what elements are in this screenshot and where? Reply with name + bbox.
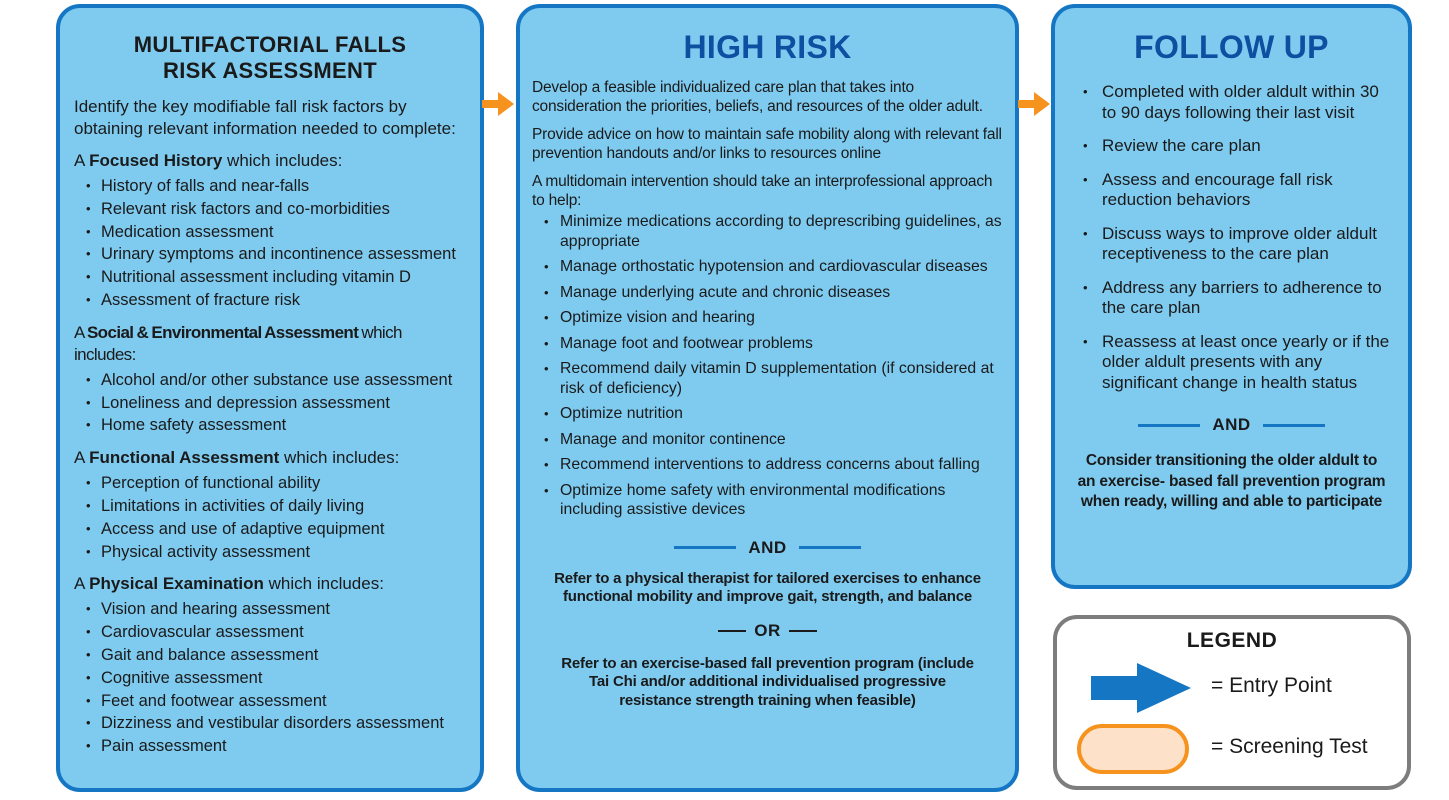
separator-line (718, 630, 746, 632)
list-item: • Reassess at least once yearly or if the older aldult presents with any significant change in health status (1079, 332, 1394, 394)
assessment-section-list (74, 175, 466, 312)
list-item: • Manage and monitor continence (532, 430, 1003, 450)
assessment-section-list (74, 472, 466, 563)
flow-arrow-1-icon (498, 92, 514, 116)
list-item: • Cardiovascular assessment (74, 621, 466, 644)
legend-title: LEGEND (1186, 629, 1278, 652)
list-item: • Manage foot and footwear problems (532, 334, 1003, 354)
separator-line (789, 630, 817, 632)
assessment-section-list (74, 598, 466, 758)
list-item: • Recommend daily vitamin D supplementation (if considered at risk of deficiency) (532, 359, 1003, 398)
assessment-section-heading (74, 150, 466, 172)
list-item: • Optimize home safety with environmental modifications including assistive devices (532, 481, 1003, 520)
list-item: • Discuss ways to improve older aldult receptiveness to the care plan (1079, 224, 1394, 265)
assessment-intro: Identify the key modifiable fall risk factors by obtaining relevant information needed to complete: (74, 97, 456, 138)
section-heading-bold: Functional Assessment (89, 448, 280, 468)
list-item: • Alcohol and/or other substance use assessment (74, 369, 466, 392)
list-item: • Address any barriers to adherence to the care plan (1079, 278, 1394, 319)
list-item: • Nutritional assessment including vitamin D (74, 266, 466, 289)
section-heading-prefix: A (74, 151, 90, 170)
follow-up-title: FOLLOW UP (1134, 29, 1329, 65)
list-item: • Perception of functional ability (74, 472, 466, 495)
high-risk-or-separator (532, 621, 1003, 641)
follow-up-panel (1051, 4, 1412, 589)
assessment-sections (74, 150, 466, 758)
high-risk-and-label: AND (748, 537, 787, 557)
section-heading-suffix: which includes: (263, 574, 384, 594)
list-item: • Access and use of adaptive equipment (74, 518, 466, 541)
high-risk-advice-text: Provide advice on how to maintain safe mobility along with relevant fall prevention handouts and/or links to resources online (532, 126, 1002, 162)
assessment-section-heading (74, 322, 466, 366)
list-item: • Limitations in activities of daily living (74, 495, 466, 518)
list-item: • Completed with older aldult within 30 to 90 days following their last visit (1079, 82, 1394, 123)
separator-line (1263, 424, 1325, 427)
separator-line (1138, 424, 1200, 427)
list-item: • Assessment of fracture risk (74, 289, 466, 312)
follow-up-and-separator (1069, 415, 1394, 435)
follow-up-and-label: AND (1212, 415, 1251, 434)
list-item: • Manage orthostatic hypotension and cardiovascular diseases (532, 257, 1003, 277)
entry-point-arrow-icon (1091, 663, 1193, 713)
list-item: • Cognitive assessment (74, 667, 466, 690)
high-risk-panel (516, 4, 1019, 792)
refer-physical-therapist-text: Refer to a physical therapist for tailored exercises to enhance functional mobility and improve gait, strength, and balance (554, 569, 981, 605)
list-item: • History of falls and near-falls (74, 175, 466, 198)
separator-line (674, 546, 736, 549)
list-item: • Dizziness and vestibular disorders assessment (74, 712, 466, 735)
consider-transition-text: Consider transitioning the older aldult to an exercise- based fall prevention program when ready, willing and able to participate (1077, 452, 1386, 510)
high-risk-or-label: OR (754, 620, 781, 640)
list-item: • Feet and footwear assessment (74, 690, 466, 713)
list-item: • Gait and balance assessment (74, 644, 466, 667)
list-item: • Manage underlying acute and chronic diseases (532, 283, 1003, 303)
refer-exercise-program-text: Refer to an exercise-based fall prevention program (include Tai Chi and/or additional individualised progressive resistance strength training when feasible) (561, 654, 974, 709)
section-heading-bold: Focused History (89, 151, 223, 170)
list-item: • Home safety assessment (74, 414, 466, 437)
list-item: • Pain assessment (74, 735, 466, 758)
high-risk-intervention-list (532, 212, 1003, 520)
screening-test-shape-icon (1077, 724, 1189, 774)
list-item: • Assess and encourage fall risk reduction behaviors (1079, 170, 1394, 211)
list-item: • Recommend interventions to address concerns about falling (532, 455, 1003, 475)
list-item: • Urinary symptoms and incontinence assessment (74, 243, 466, 266)
list-item: • Medication assessment (74, 221, 466, 244)
flow-arrow-2-icon (1034, 92, 1050, 116)
legend-box (1053, 615, 1411, 790)
list-item: • Minimize medications according to deprescribing guidelines, as appropriate (532, 212, 1003, 251)
list-item: • Vision and hearing assessment (74, 598, 466, 621)
assessment-title (74, 32, 466, 84)
section-heading-suffix: which includes: (222, 151, 343, 170)
list-item: • Relevant risk factors and co-morbidities (74, 198, 466, 221)
legend-entry-label: = Entry Point (1211, 674, 1332, 697)
high-risk-multidomain-text: A multidomain intervention should take an interprofessional approach to help: (532, 173, 993, 209)
high-risk-and-separator (532, 538, 1003, 558)
section-heading-prefix: A (74, 574, 90, 594)
list-item: • Optimize vision and hearing (532, 308, 1003, 328)
assessment-section-heading (74, 447, 466, 469)
section-heading-prefix: A (74, 322, 87, 342)
list-item: • Physical activity assessment (74, 541, 466, 564)
list-item: • Review the care plan (1079, 136, 1394, 157)
high-risk-care-plan-text: Develop a feasible individualized care plan that takes into consideration the priorities, beliefs, and resources of the older adult. (532, 79, 983, 115)
section-heading-suffix: which includes: (74, 322, 402, 364)
section-heading-bold: Physical Examination (89, 574, 264, 594)
legend-screening-label: = Screening Test (1211, 735, 1368, 758)
assessment-title-line1: MULTIFACTORIAL FALLS (133, 32, 407, 57)
section-heading-prefix: A (74, 448, 90, 468)
section-heading-suffix: which includes: (279, 448, 400, 468)
high-risk-title: HIGH RISK (683, 29, 852, 65)
list-item: • Optimize nutrition (532, 404, 1003, 424)
follow-up-list (1079, 82, 1394, 393)
section-heading-bold: Social & Environmental Assessment (86, 322, 359, 342)
assessment-panel (56, 4, 484, 792)
list-item: • Loneliness and depression assessment (74, 392, 466, 415)
separator-line (799, 546, 861, 549)
assessment-section-heading (74, 573, 466, 595)
assessment-section-list (74, 369, 466, 437)
assessment-title-line2: RISK ASSESSMENT (163, 58, 377, 83)
